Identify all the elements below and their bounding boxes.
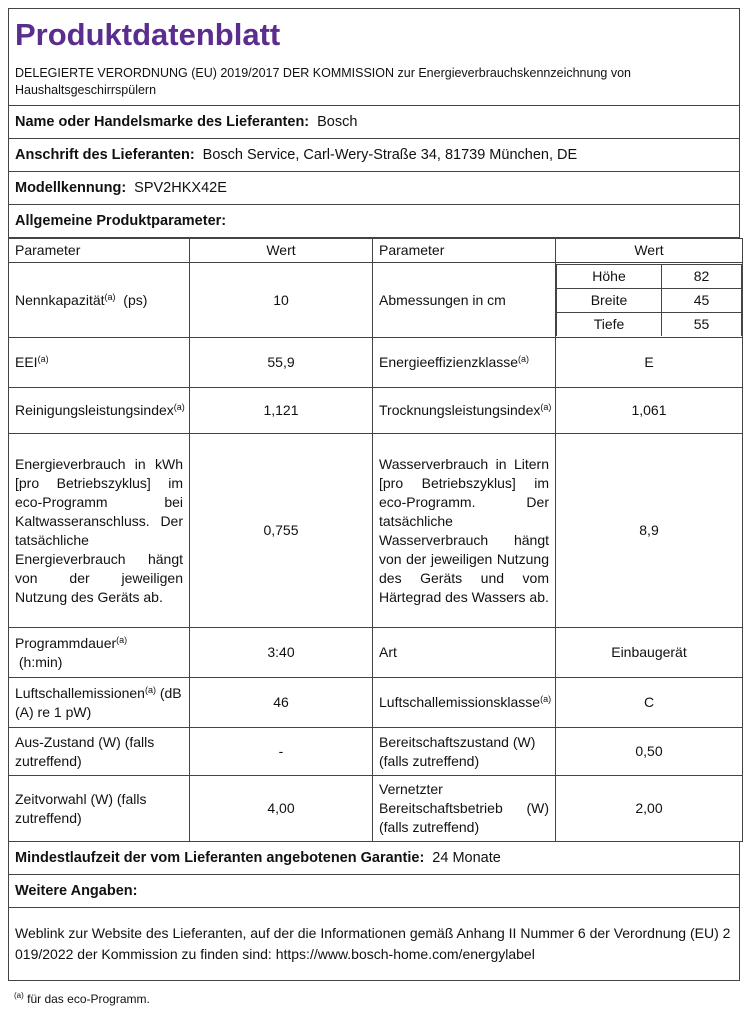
- dimensions-subtable: [556, 264, 742, 336]
- standby-value: 0,50: [556, 728, 743, 776]
- parameters-table: [8, 238, 743, 842]
- depth-label: Tiefe: [557, 313, 662, 337]
- model-label: Modellkennung:: [15, 180, 127, 196]
- capacity-label: [9, 263, 190, 338]
- weblink-row: [8, 908, 740, 981]
- energy-class-label: [373, 338, 556, 388]
- table-row: [9, 338, 743, 388]
- supplier-name-row: [8, 106, 740, 139]
- col-header-value-2: Wert: [556, 239, 743, 263]
- program-duration-label-text: Programmdauer: [15, 634, 117, 651]
- footnote-ref: (a): [116, 634, 128, 645]
- general-params-heading: Allgemeine Produktparameter:: [15, 213, 227, 229]
- noise-class-label: [373, 678, 556, 728]
- dimensions-values: [556, 263, 743, 338]
- model-row: [8, 172, 740, 205]
- footnote-ref: (a): [540, 402, 552, 412]
- supplier-address-value: Bosch Service, Carl-Wery-Straße 34, 81739 München, DE: [202, 147, 578, 163]
- noise-class-value: C: [556, 678, 743, 728]
- energy-class-label-text: Energieeffizienzklasse: [379, 354, 519, 370]
- further-info-heading: Weitere Angaben:: [15, 883, 138, 899]
- footnote-ref: (a): [518, 354, 530, 364]
- energy-class-value: E: [556, 338, 743, 388]
- weblink-text: Weblink zur Website des Lieferanten, auf der die Informationen gemäß Anhang II Nummer 6 der Verordnung (EU) 2019/2022 der Kommission zu finden sind: https://www.bosch-home.com/energylabel: [15, 925, 731, 962]
- supplier-name-label: Name oder Handelsmarke des Lieferanten:: [15, 114, 310, 130]
- program-duration-value: 3:40: [190, 628, 373, 678]
- col-header-param-2: Parameter: [373, 239, 556, 263]
- width-label: Breite: [557, 289, 662, 313]
- cleaning-index-label-text: Reinigungsleistungsindex: [15, 402, 174, 418]
- capacity-label-text: Nennkapazität: [15, 291, 105, 308]
- eei-label: [9, 338, 190, 388]
- footnote-marker: (a): [14, 991, 24, 1000]
- water-consumption-label: Wasserverbrauch in Litern [pro Betriebszyklus] im eco-Programm. Der tatsächliche Wasserverbrauch hängt von der jeweiligen Nutzung des Geräts und vom Härtegrad des Wassers ab.: [373, 434, 556, 628]
- eei-label-text: EEI: [15, 354, 38, 370]
- cleaning-index-value: 1,121: [190, 388, 373, 434]
- sheet-header: [8, 8, 740, 106]
- footnote-ref: (a): [104, 291, 116, 302]
- eei-value: 55,9: [190, 338, 373, 388]
- footnote-text: für das eco-Programm.: [27, 992, 150, 1006]
- further-info-row: [8, 875, 740, 908]
- width-value: 45: [662, 289, 742, 313]
- dimensions-label: Abmessungen in cm: [373, 263, 556, 338]
- depth-value: 55: [662, 313, 742, 337]
- capacity-value: 10: [190, 263, 373, 338]
- noise-label-text: Luftschallemissionen: [15, 684, 145, 701]
- table-row: [9, 776, 743, 842]
- warranty-row: [8, 842, 740, 875]
- noise-label: [9, 678, 190, 728]
- drying-index-label: [373, 388, 556, 434]
- col-header-param-1: Parameter: [9, 239, 190, 263]
- type-value: Einbaugerät: [556, 628, 743, 678]
- table-row: [9, 388, 743, 434]
- noise-unit: (dB (A) re 1 pW): [15, 684, 182, 720]
- drying-index-label-text: Trocknungsleistungsindex: [379, 402, 541, 418]
- standby-label: Bereitschaftszustand (W) (falls zutreffend): [373, 728, 556, 776]
- supplier-address-label: Anschrift des Lieferanten:: [15, 147, 195, 163]
- delay-start-value: 4,00: [190, 776, 373, 842]
- footnote-ref: (a): [540, 694, 552, 704]
- noise-class-label-text: Luftschallemissionsklasse: [379, 694, 541, 710]
- supplier-address-row: [8, 139, 740, 172]
- water-consumption-value: 8,9: [556, 434, 743, 628]
- table-row: [9, 628, 743, 678]
- cleaning-index-label: [9, 388, 190, 434]
- footnote-ref: (a): [37, 354, 49, 364]
- energy-consumption-value: 0,755: [190, 434, 373, 628]
- warranty-label: Mindestlaufzeit der vom Lieferanten angebotenen Garantie:: [15, 850, 425, 866]
- footnote-ref: (a): [173, 402, 185, 412]
- table-row: [9, 678, 743, 728]
- supplier-name-value: Bosch: [317, 114, 358, 130]
- col-header-value-1: Wert: [190, 239, 373, 263]
- product-data-sheet: [8, 8, 740, 981]
- table-header-row: [9, 239, 743, 263]
- general-params-row: [8, 205, 740, 238]
- table-row: [9, 728, 743, 776]
- networked-standby-value: 2,00: [556, 776, 743, 842]
- footnote-ref: (a): [144, 684, 156, 695]
- off-mode-label: Aus-Zustand (W) (falls zutreffend): [9, 728, 190, 776]
- height-value: 82: [662, 265, 742, 289]
- warranty-value: 24 Monate: [432, 850, 501, 866]
- off-mode-value: -: [190, 728, 373, 776]
- program-duration-unit: (h:min): [18, 653, 63, 670]
- model-value: SPV2HKX42E: [134, 180, 227, 196]
- footnote: [14, 992, 150, 1006]
- noise-value: 46: [190, 678, 373, 728]
- page-title: Produktdatenblatt: [15, 17, 281, 52]
- type-label: Art: [373, 628, 556, 678]
- table-row: [9, 434, 743, 628]
- energy-consumption-label: Energieverbrauch in kWh [pro Betriebszyklus] im eco-Programm bei Kaltwasseranschluss. Der tatsächliche Energieverbrauch hängt von der jeweiligen Nutzung des Geräts ab.: [9, 434, 190, 628]
- networked-standby-label: Vernetzter Bereitschaftsbetrieb (W) (falls zutreffend): [373, 776, 556, 842]
- regulation-text: DELEGIERTE VERORDNUNG (EU) 2019/2017 DER KOMMISSION zur Energieverbrauchskennzeichnung von Haushaltsgeschirrspülern: [15, 66, 631, 97]
- program-duration-label: [9, 628, 190, 678]
- drying-index-value: 1,061: [556, 388, 743, 434]
- table-row: [9, 263, 743, 338]
- height-label: Höhe: [557, 265, 662, 289]
- delay-start-label: Zeitvorwahl (W) (falls zutreffend): [9, 776, 190, 842]
- capacity-unit: (ps): [123, 291, 148, 308]
